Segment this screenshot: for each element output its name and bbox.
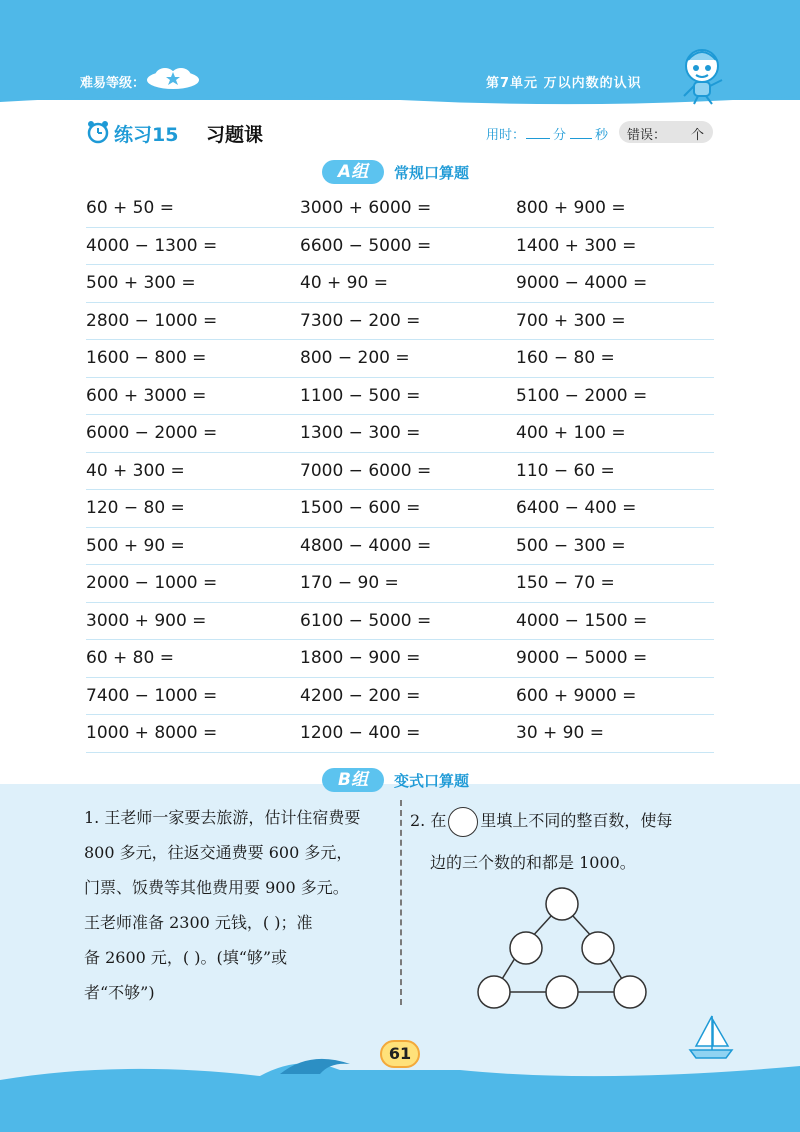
- problem-row: [86, 490, 714, 528]
- time-label: 用时：: [486, 128, 526, 143]
- arithmetic-problem: 5100 − 2000 =: [516, 385, 648, 406]
- seconds-blank[interactable]: [570, 138, 592, 139]
- problem-row: [86, 678, 714, 716]
- group-b-title: 变式口算题: [394, 772, 470, 790]
- arithmetic-problem: 9000 − 5000 =: [516, 648, 648, 668]
- arithmetic-problem: 60 + 50 =: [86, 198, 174, 218]
- question-1: [84, 800, 390, 1010]
- minute-unit: 分: [553, 128, 567, 143]
- arithmetic-problem: 1300 − 300 =: [300, 423, 421, 443]
- alarm-clock-icon: [86, 120, 110, 144]
- arithmetic-problem-grid: [86, 190, 714, 753]
- arithmetic-problem: 7000 − 6000 =: [300, 460, 432, 481]
- arithmetic-problem: 2000 − 1000 =: [86, 573, 218, 593]
- problem-row: [86, 378, 714, 416]
- arithmetic-problem: 1200 − 400 =: [300, 723, 421, 743]
- question-2: [410, 800, 730, 884]
- blank-circle-left-mid[interactable]: [510, 932, 542, 964]
- question-divider: [400, 800, 402, 1005]
- group-a-tag: A组: [322, 160, 384, 184]
- unit-title: 第7单元 万以内数的认识: [486, 76, 642, 91]
- question-2-suffix: 里填上不同的整百数，使每: [480, 811, 673, 830]
- arithmetic-problem: 700 + 300 =: [516, 310, 626, 331]
- sailboat-icon: [686, 1012, 736, 1062]
- circle-blank-icon: [448, 807, 478, 837]
- arithmetic-problem: 500 − 300 =: [516, 535, 626, 556]
- arithmetic-problem: 1800 − 900 =: [300, 648, 421, 668]
- problem-row: [86, 565, 714, 603]
- problem-row: [86, 453, 714, 491]
- arithmetic-problem: 6000 − 2000 =: [86, 423, 218, 443]
- problem-row: [86, 528, 714, 566]
- question-1-line: 者“不够”): [84, 983, 155, 1002]
- question-1-line: 王老师准备 2300 元钱，( )；准: [84, 913, 313, 932]
- minutes-blank[interactable]: [526, 138, 550, 139]
- blank-circle-bottom-mid[interactable]: [546, 976, 578, 1008]
- arithmetic-problem: 170 − 90 =: [300, 573, 399, 593]
- arithmetic-problem: 500 + 300 =: [86, 273, 196, 293]
- arithmetic-problem: 40 + 300 =: [86, 460, 185, 481]
- question-2-prefix: 2. 在: [410, 811, 447, 830]
- problem-row: [86, 228, 714, 266]
- arithmetic-problem: 160 − 80 =: [516, 348, 615, 368]
- arithmetic-problem: 3000 + 6000 =: [300, 198, 432, 218]
- error-count-pill: [619, 121, 713, 143]
- group-b-tag: B组: [322, 768, 384, 792]
- lesson-title-row: [86, 118, 716, 148]
- error-label: 错误：: [627, 128, 667, 143]
- lesson-number: 练习15: [114, 124, 179, 146]
- arithmetic-problem: 1000 + 8000 =: [86, 723, 218, 743]
- arithmetic-problem: 1500 − 600 =: [300, 498, 421, 518]
- question-1-line: 1. 王老师一家要去旅游，估计住宿费要: [84, 808, 361, 827]
- arithmetic-problem: 600 + 3000 =: [86, 385, 207, 406]
- arithmetic-problem: 120 − 80 =: [86, 498, 185, 518]
- arithmetic-problem: 4000 − 1500 =: [516, 610, 648, 631]
- problem-row: [86, 603, 714, 641]
- blank-circle-bottom-right[interactable]: [614, 976, 646, 1008]
- arithmetic-problem: 60 + 80 =: [86, 648, 174, 668]
- group-b-banner: [322, 768, 522, 794]
- group-a-banner: [322, 160, 522, 186]
- arithmetic-problem: 400 + 100 =: [516, 423, 626, 443]
- second-unit: 秒: [595, 128, 609, 143]
- arithmetic-problem: 600 + 9000 =: [516, 685, 637, 706]
- blank-circle-bottom-left[interactable]: [478, 976, 510, 1008]
- problem-row: [86, 303, 714, 341]
- problem-row: [86, 340, 714, 378]
- arithmetic-problem: 800 − 200 =: [300, 348, 410, 368]
- arithmetic-problem: 30 + 90 =: [516, 723, 604, 743]
- problem-row: [86, 190, 714, 228]
- blank-circle-top[interactable]: [546, 888, 578, 920]
- problem-row: [86, 715, 714, 753]
- arithmetic-problem: 1600 − 800 =: [86, 348, 207, 368]
- difficulty-label: 难易等级：: [80, 76, 146, 91]
- arithmetic-problem: 40 + 90 =: [300, 273, 388, 293]
- arithmetic-problem: 1400 + 300 =: [516, 235, 637, 256]
- arithmetic-problem: 4800 − 4000 =: [300, 535, 432, 556]
- arithmetic-problem: 6600 − 5000 =: [300, 235, 432, 256]
- page-number: 61: [380, 1040, 420, 1068]
- arithmetic-problem: 2800 − 1000 =: [86, 310, 218, 331]
- problem-row: [86, 415, 714, 453]
- question-1-line: 800 多元，往返交通费要 600 多元，: [84, 843, 353, 862]
- blank-circle-right-mid[interactable]: [582, 932, 614, 964]
- question-2-line-2: 边的三个数的和都是 1000。: [430, 853, 636, 872]
- arithmetic-problem: 6400 − 400 =: [516, 498, 637, 518]
- arithmetic-problem: 3000 + 900 =: [86, 610, 207, 631]
- robot-mascot-icon: [678, 44, 728, 106]
- arithmetic-problem: 9000 − 4000 =: [516, 273, 648, 293]
- arithmetic-problem: 7400 − 1000 =: [86, 685, 218, 706]
- arithmetic-problem: 500 + 90 =: [86, 535, 185, 556]
- arithmetic-problem: 110 − 60 =: [516, 460, 615, 481]
- arithmetic-problem: 4000 − 1300 =: [86, 235, 218, 256]
- arithmetic-problem: 7300 − 200 =: [300, 310, 421, 331]
- question-2-line-1: [410, 800, 730, 842]
- arithmetic-problem: 1100 − 500 =: [300, 385, 421, 406]
- problem-row: [86, 265, 714, 303]
- arithmetic-problem: 6100 − 5000 =: [300, 610, 432, 631]
- arithmetic-problem: 4200 − 200 =: [300, 685, 421, 706]
- cloud-star-icon: [143, 66, 203, 90]
- arithmetic-problem: 800 + 900 =: [516, 198, 626, 218]
- problem-row: [86, 640, 714, 678]
- question-1-line: 备 2600 元，( )。(填“够”或: [84, 948, 288, 967]
- arithmetic-problem: 150 − 70 =: [516, 573, 615, 593]
- question-1-line: 门票、饭费等其他费用要 900 多元。: [84, 878, 349, 897]
- group-a-title: 常规口算题: [394, 164, 470, 182]
- error-unit: 个: [691, 128, 705, 143]
- lesson-name: 习题课: [206, 124, 264, 146]
- circle-triangle-diagram: [470, 882, 660, 1012]
